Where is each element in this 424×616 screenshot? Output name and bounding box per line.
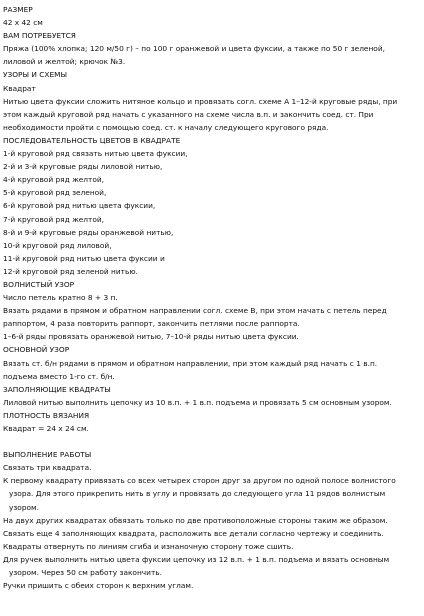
color-sequence-item: 8-й и 9-й круговые ряды оранжевой нитью, bbox=[3, 227, 174, 237]
heading-filler-squares: ЗАПОЛНЯЮЩИЕ КВАДРАТЫ bbox=[3, 384, 111, 394]
main-pattern-text: подъема вместо 1-го ст. б/н. bbox=[3, 371, 115, 381]
color-sequence-item: 4-й круговой ряд желтой, bbox=[3, 175, 104, 185]
instructions-text: узором. bbox=[9, 502, 39, 512]
heading-wave-pattern: ВОЛНИСТЫЙ УЗОР bbox=[3, 279, 75, 289]
instructions-text: Для ручек выполнить нитью цвета фуксии цепочку из 12 в.п. + 1 в.п. подъема и вязать основным bbox=[3, 554, 390, 564]
heading-main-pattern: ОСНОВНОЙ УЗОР bbox=[3, 345, 70, 355]
instructions-text: узора. Для этого прикрепить нить в углу и провязать до следующего угла 11 рядов волнистым bbox=[9, 489, 386, 499]
color-sequence-item: 2-й и 3-й круговые ряды лиловой нитью, bbox=[3, 162, 163, 172]
color-sequence-item: 1-й круговой ряд связать нитью цвета фуксии, bbox=[3, 149, 188, 159]
heading-materials: ВАМ ПОТРЕБУЕТСЯ bbox=[3, 31, 76, 41]
color-sequence-item: 5-й круговой ряд зеленой, bbox=[3, 188, 107, 198]
main-pattern-text: Вязать ст. б/н рядами в прямом и обратном направлении, при этом каждый ряд начать с 1 в.п. bbox=[3, 358, 378, 368]
size-value: 42 x 42 см bbox=[3, 18, 43, 28]
square-text: этом каждый круговой ряд начать с указанного на схеме числа в.п. и закончить соед. ст. При bbox=[3, 109, 374, 119]
instructions-text: узором. Через 50 см работу закончить. bbox=[9, 568, 162, 578]
filler-squares-text: Лиловой нитью выполнить цепочку из 10 в.п. + 1 в.п. подъема и провязать 5 см основным узором. bbox=[3, 397, 392, 407]
instructions-text: Связать еще 4 заполняющих квадрата, расположить все детали согласно чертежу и соединить. bbox=[3, 528, 384, 538]
heading-instructions: ВЫПОЛНЕНИЕ РАБОТЫ bbox=[3, 450, 92, 460]
wave-pattern-text: 1–6-й ряды провязать оранжевой нитью, 7–10-й ряды нитью цвета фуксии. bbox=[3, 332, 299, 342]
materials-text: лиловой и желтой; крючок №3. bbox=[3, 57, 126, 67]
color-sequence-item: 11-й круговой ряд нитью цвета фуксии и bbox=[3, 253, 165, 263]
color-sequence-item: 12-й круговой ряд зеленой нитью. bbox=[3, 266, 138, 276]
gauge-text: Квадрат = 24 х 24 см. bbox=[3, 424, 89, 433]
instructions-text: На двух других квадратах обвязать только по две противоположные стороны таким же образом. bbox=[3, 515, 388, 525]
materials-text: Пряжа (100% хлопка; 120 м/50 г) – по 100 г оранжевой и цвета фуксии, а также по 50 г зеленой, bbox=[3, 44, 385, 54]
square-text: необходимости пройти с помощью соед. ст. к началу следующего кругового ряда. bbox=[3, 122, 329, 132]
instructions-text: К первому квадрату привязать со всех четырех сторон друг за другом по одной полосе волнистого bbox=[3, 476, 396, 486]
heading-patterns: УЗОРЫ И СХЕМЫ bbox=[3, 70, 68, 80]
color-sequence-item: 10-й круговой ряд лиловой, bbox=[3, 240, 112, 250]
wave-pattern-text: раппортом, 4 раза повторить раппорт, закончить петлями после раппорта. bbox=[3, 319, 300, 329]
heading-color-sequence: ПОСЛЕДОВАТЕЛЬНОСТЬ ЦВЕТОВ В КВАДРАТЕ bbox=[3, 135, 181, 145]
subheading-square: Квадрат bbox=[3, 83, 36, 93]
heading-size: РАЗМЕР bbox=[3, 5, 33, 14]
blank-line bbox=[3, 435, 424, 448]
instructions-text: Связать три квадрата. bbox=[3, 463, 92, 473]
wave-pattern-text: Число петель кратно 8 + 3 п. bbox=[3, 293, 118, 303]
color-sequence-item: 6-й круговой ряд нитью цвета фуксии, bbox=[3, 201, 156, 211]
instructions-text: Квадраты отвернуть по линиям сгиба и изнаночную сторону тоже сшить. bbox=[3, 541, 294, 551]
instructions-text: Ручки пришить с обеих сторон к верхним углам. bbox=[3, 581, 194, 591]
wave-pattern-text: Вязать рядами в прямом и обратном направлении согл. схеме В, при этом начать с петель перед bbox=[3, 306, 387, 316]
color-sequence-item: 7-й круговой ряд желтой, bbox=[3, 214, 104, 224]
square-text: Нитью цвета фуксии сложить нитяное кольцо и провязать согл. схеме А 1–12-й круговые ряды, при bbox=[3, 96, 398, 106]
heading-gauge: ПЛОТНОСТЬ ВЯЗАНИЯ bbox=[3, 410, 90, 420]
